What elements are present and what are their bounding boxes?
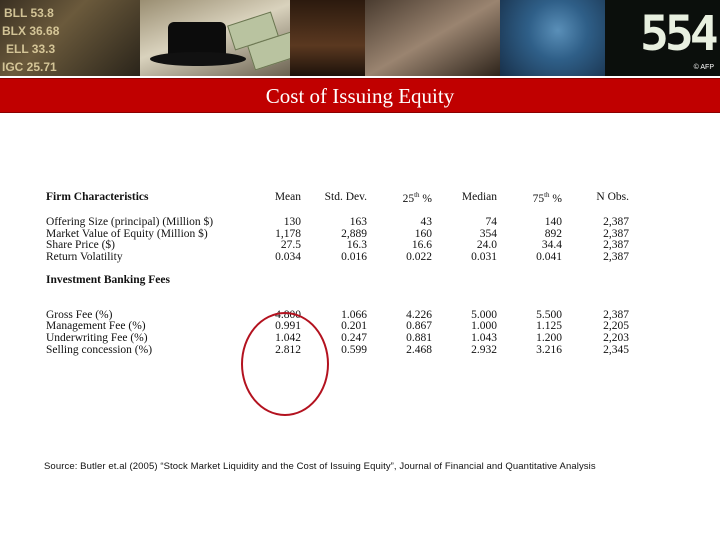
table-row	[46, 345, 629, 357]
row-label: Return Volatility	[46, 250, 123, 263]
cell-value: 163	[349, 216, 367, 229]
source-citation: Source: Butler et.al (2005) “Stock Market Liquidity and the Cost of Issuing Equity”, Journal of Financial and Quantitative Analysis	[44, 461, 596, 472]
cell-value: 24.0	[476, 239, 497, 252]
section-heading-row	[46, 275, 629, 287]
cell-value: 43	[420, 216, 432, 229]
cell-value: 2,387	[603, 250, 629, 263]
photo-credit: © AFP	[693, 64, 714, 71]
cell-value: 2,387	[603, 308, 629, 321]
cell-value: 2.468	[406, 343, 432, 356]
table-row	[46, 217, 629, 229]
row-label: Management Fee (%)	[46, 320, 146, 333]
cell-value: 140	[544, 216, 562, 229]
column-header: Std. Dev.	[324, 190, 367, 203]
cell-value: 2.812	[275, 343, 301, 356]
column-header: Mean	[274, 190, 301, 203]
ticker-text: IGC 25.71	[2, 60, 57, 74]
building-photo	[290, 0, 365, 76]
column-header: 75th %	[532, 191, 562, 205]
cell-value: 5.000	[471, 308, 497, 321]
cell-value: 892	[544, 227, 562, 240]
cell-value: 0.247	[341, 331, 367, 344]
cell-value: 0.022	[406, 250, 432, 263]
ticker-text: ELL 33.3	[6, 42, 56, 56]
highlight-circle	[241, 308, 329, 416]
row-label: Underwriting Fee (%)	[46, 331, 148, 344]
hat-brim-shape	[150, 52, 246, 66]
cell-value: 0.016	[341, 250, 367, 263]
section-heading: Investment Banking Fees	[46, 273, 170, 286]
cell-value: 1,178	[275, 227, 301, 240]
cell-value: 0.867	[406, 320, 432, 333]
cell-value: 1.042	[275, 331, 301, 344]
cell-value: 3.216	[536, 343, 562, 356]
slide-title: Cost of Issuing Equity	[265, 84, 455, 108]
stock-ticker-photo	[0, 0, 140, 76]
cell-value: 2,203	[603, 331, 629, 344]
cell-value: 2,387	[603, 239, 629, 252]
row-label: Offering Size (principal) (Million $)	[46, 216, 214, 229]
cell-value: 1.200	[536, 331, 562, 344]
cell-value: 0.599	[341, 343, 367, 356]
cell-value: 4.800	[275, 308, 301, 321]
cell-value: 1.043	[471, 331, 497, 344]
cell-value: 0.034	[275, 250, 301, 263]
row-label: Selling concession (%)	[46, 343, 153, 356]
statistics-table	[46, 190, 629, 356]
cell-value: 27.5	[280, 239, 301, 252]
header-banner-image	[0, 0, 720, 76]
ticker-text: BLX 36.68	[2, 24, 60, 38]
cell-value: 2,205	[603, 320, 629, 333]
row-label: Share Price ($)	[46, 239, 115, 252]
section-heading: Firm Characteristics	[46, 190, 149, 203]
globe-photo	[500, 0, 605, 76]
cell-value: 0.031	[471, 250, 497, 263]
column-header: Median	[461, 190, 497, 203]
cell-value: 2,387	[603, 216, 629, 229]
cell-value: 2.932	[471, 343, 497, 356]
top-hat-icon	[168, 22, 226, 56]
cell-value: 354	[479, 227, 497, 240]
column-header: 25th %	[402, 191, 432, 205]
cell-value: 0.041	[536, 250, 562, 263]
cell-value: 2,387	[603, 227, 629, 240]
cell-value: 2,889	[341, 227, 367, 240]
cell-value: 16.6	[411, 239, 432, 252]
cell-value: 74	[485, 216, 497, 229]
cell-value: 1.000	[471, 320, 497, 333]
cell-value: 5.500	[536, 308, 562, 321]
cell-value: 16.3	[346, 239, 367, 252]
table-header-row	[46, 190, 629, 205]
cell-value: 2,345	[603, 343, 629, 356]
row-label: Market Value of Equity (Million $)	[46, 227, 208, 240]
cell-value: 0.881	[406, 331, 432, 344]
cell-value: 1.066	[341, 308, 367, 321]
cell-value: 160	[414, 227, 432, 240]
cell-value: 1.125	[536, 320, 562, 333]
cell-value: 130	[283, 216, 301, 229]
ticker-text: BLL 53.8	[4, 6, 54, 20]
column-header: N Obs.	[596, 190, 629, 203]
cell-value: 4.226	[406, 308, 432, 321]
table-row	[46, 333, 629, 345]
spacer-row	[46, 287, 629, 299]
cell-value: 34.4	[541, 239, 562, 252]
row-label: Gross Fee (%)	[46, 308, 113, 321]
scoreboard-number: 554	[640, 6, 715, 62]
cell-value: 0.991	[275, 320, 301, 333]
cell-value: 0.201	[341, 320, 367, 333]
trader-on-phone-photo	[365, 0, 500, 76]
table-row	[46, 252, 629, 264]
